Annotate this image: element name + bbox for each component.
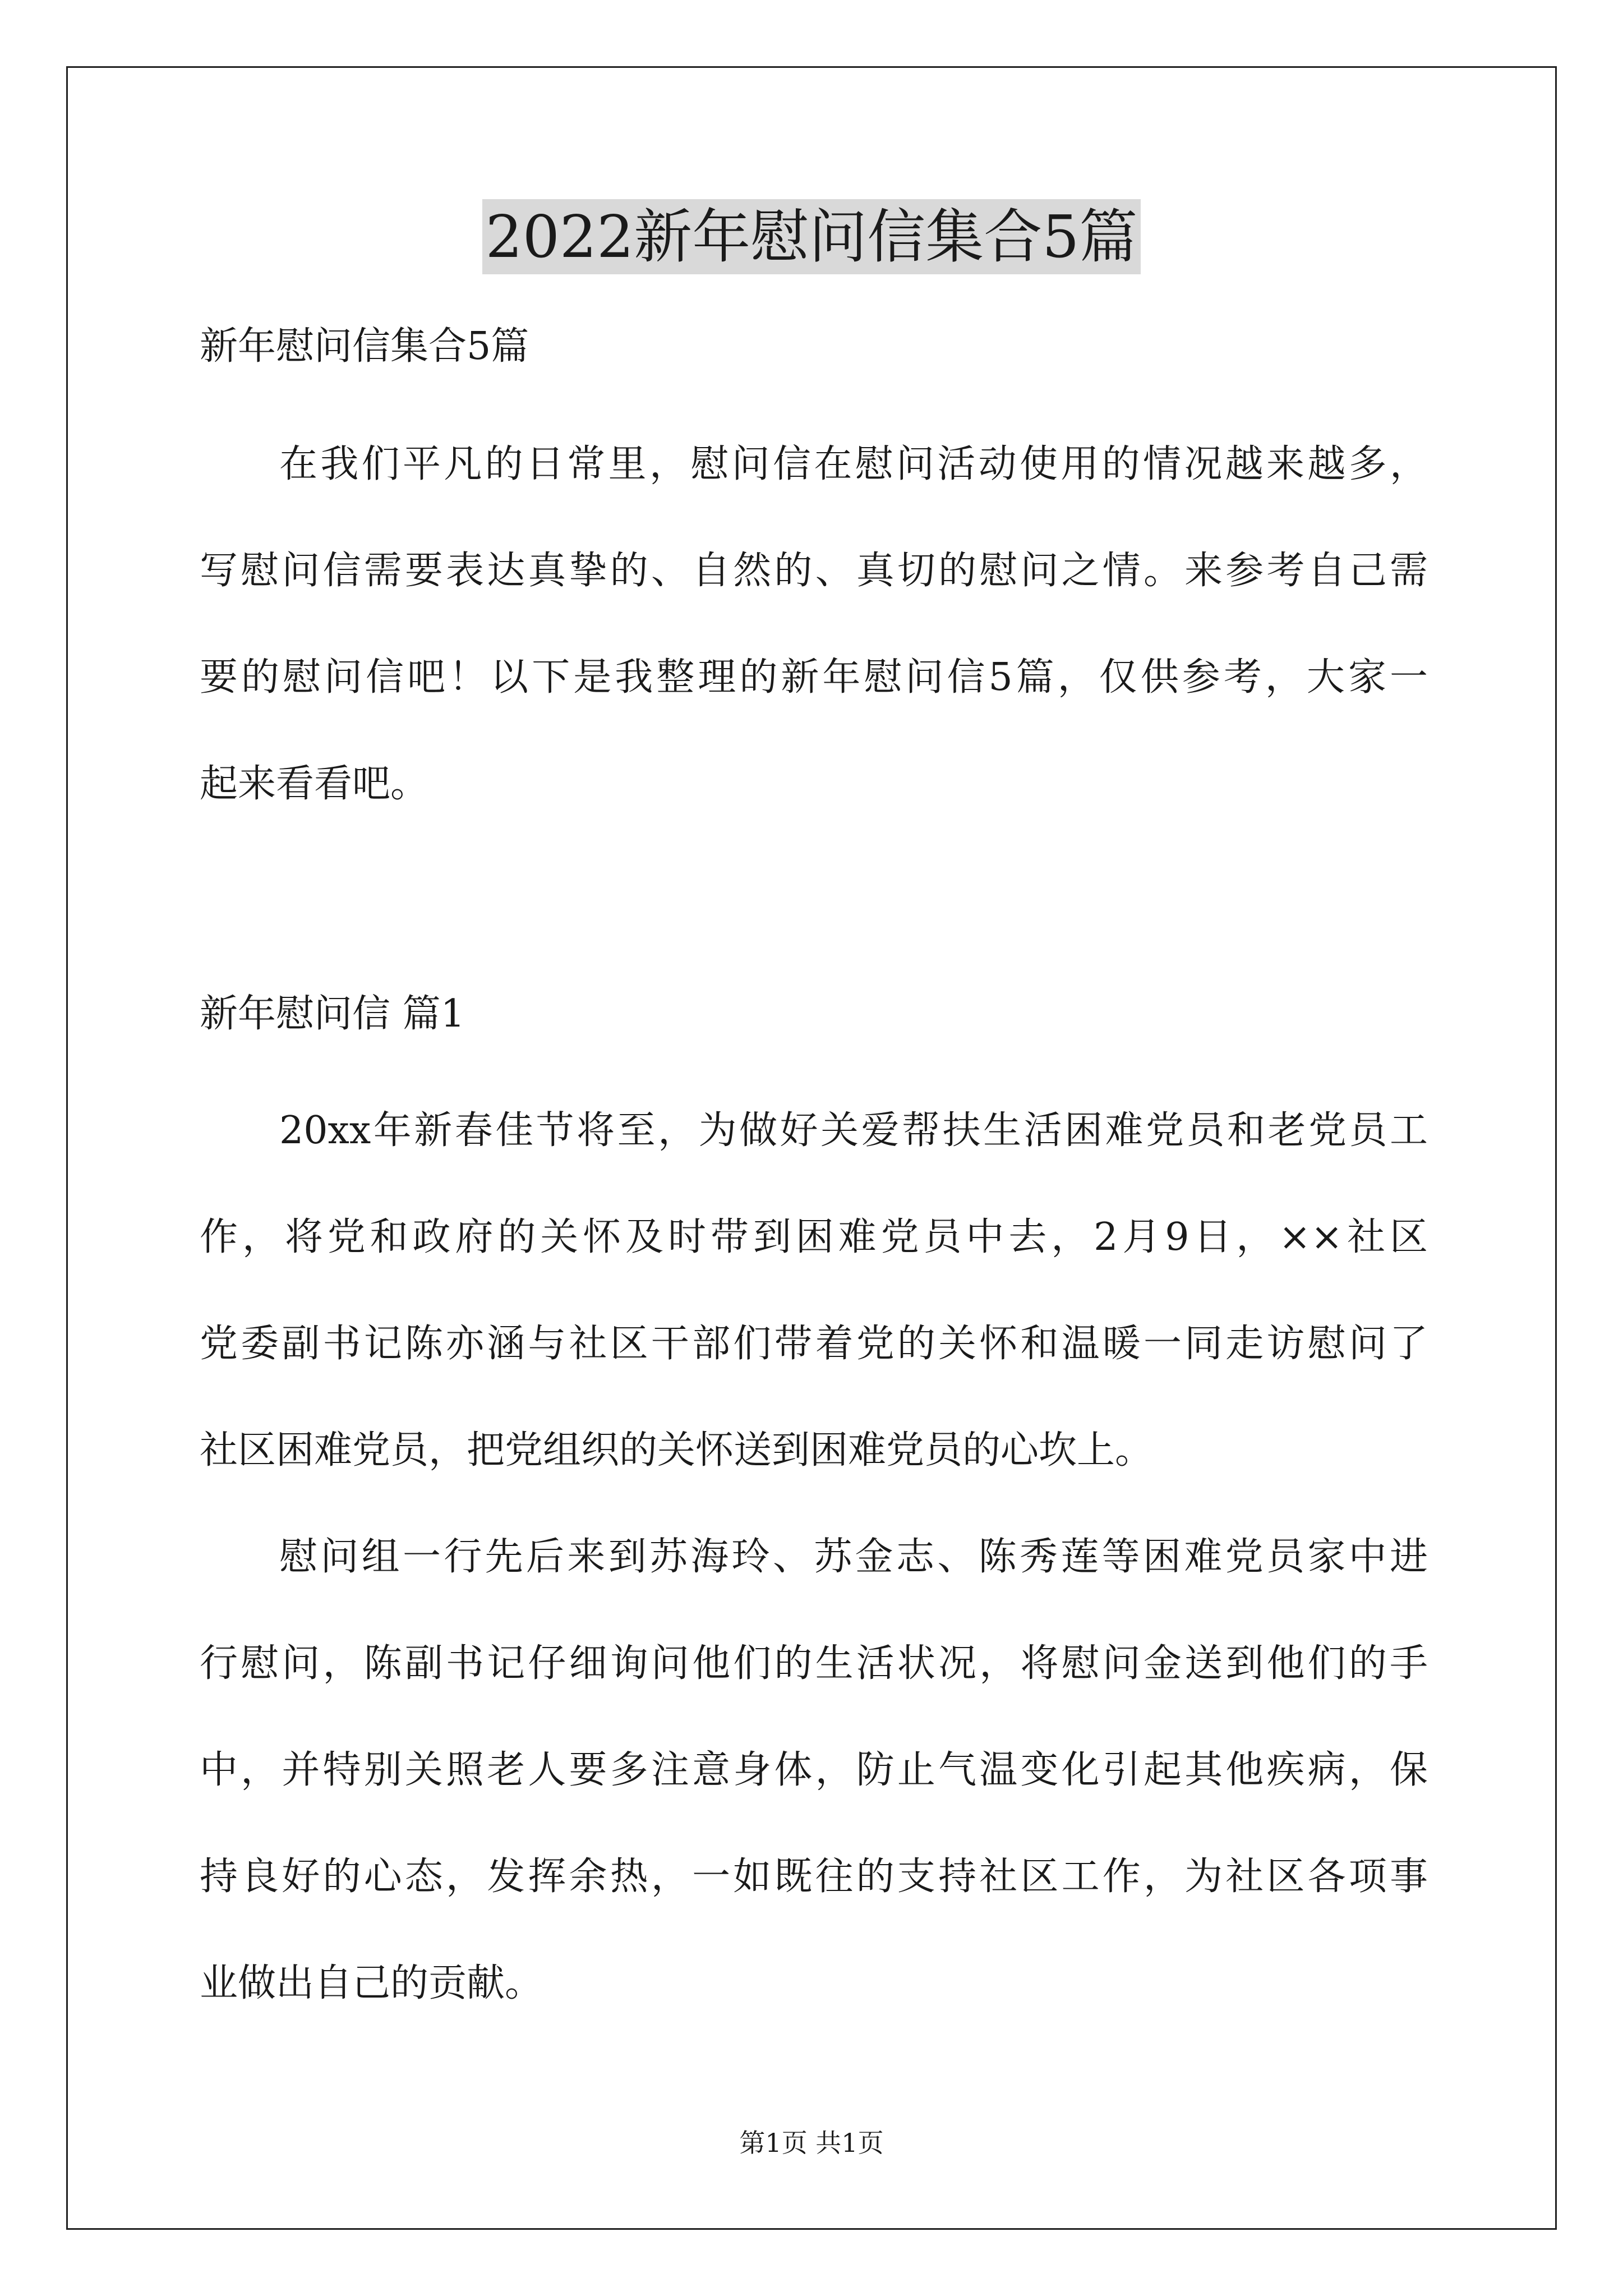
section-1-p1-line-4: 社区困难党员，把党组织的关怀送到困难党员的心坎上。	[200, 1428, 1154, 1473]
intro-line-1: 在我们平凡的日常里，慰问信在慰问活动使用的情况越来越多，	[279, 442, 1428, 486]
document-title-text: 2022新年慰问信集合5篇	[482, 199, 1141, 274]
section-1-p2-line-1: 慰问组一行先后来到苏海玲、苏金志、陈秀莲等困难党员家中进	[279, 1535, 1428, 1579]
intro-line-3: 要的慰问信吧！以下是我整理的新年慰问信5篇，仅供参考，大家一	[200, 655, 1428, 700]
page-footer: 第1页 共1页	[739, 2128, 884, 2158]
intro-line-4: 起来看看吧。	[200, 762, 429, 806]
section-1-heading: 新年慰问信 篇1	[200, 992, 465, 1036]
section-1-p2-line-4: 持良好的心态，发挥余热，一如既往的支持社区工作，为社区各项事	[200, 1855, 1428, 1899]
section-1-p1-line-1: 20xx年新春佳节将至，为做好关爱帮扶生活困难党员和老党员工	[279, 1108, 1428, 1153]
document-title	[0, 197, 1623, 276]
document-subtitle: 新年慰问信集合5篇	[200, 324, 529, 369]
section-1-p2-line-3: 中，并特别关照老人要多注意身体，防止气温变化引起其他疾病，保	[200, 1748, 1428, 1792]
section-1-p2-line-5: 业做出自己的贡献。	[200, 1961, 543, 2005]
intro-line-2: 写慰问信需要表达真挚的、自然的、真切的慰问之情。来参考自己需	[200, 549, 1428, 593]
section-1-p1-line-3: 党委副书记陈亦涵与社区干部们带着党的关怀和温暖一同走访慰问了	[200, 1322, 1428, 1366]
section-1-p1-line-2: 作，将党和政府的关怀及时带到困难党员中去，2月9日，××社区	[200, 1215, 1428, 1259]
section-1-p2-line-2: 行慰问，陈副书记仔细询问他们的生活状况，将慰问金送到他们的手	[200, 1641, 1428, 1686]
